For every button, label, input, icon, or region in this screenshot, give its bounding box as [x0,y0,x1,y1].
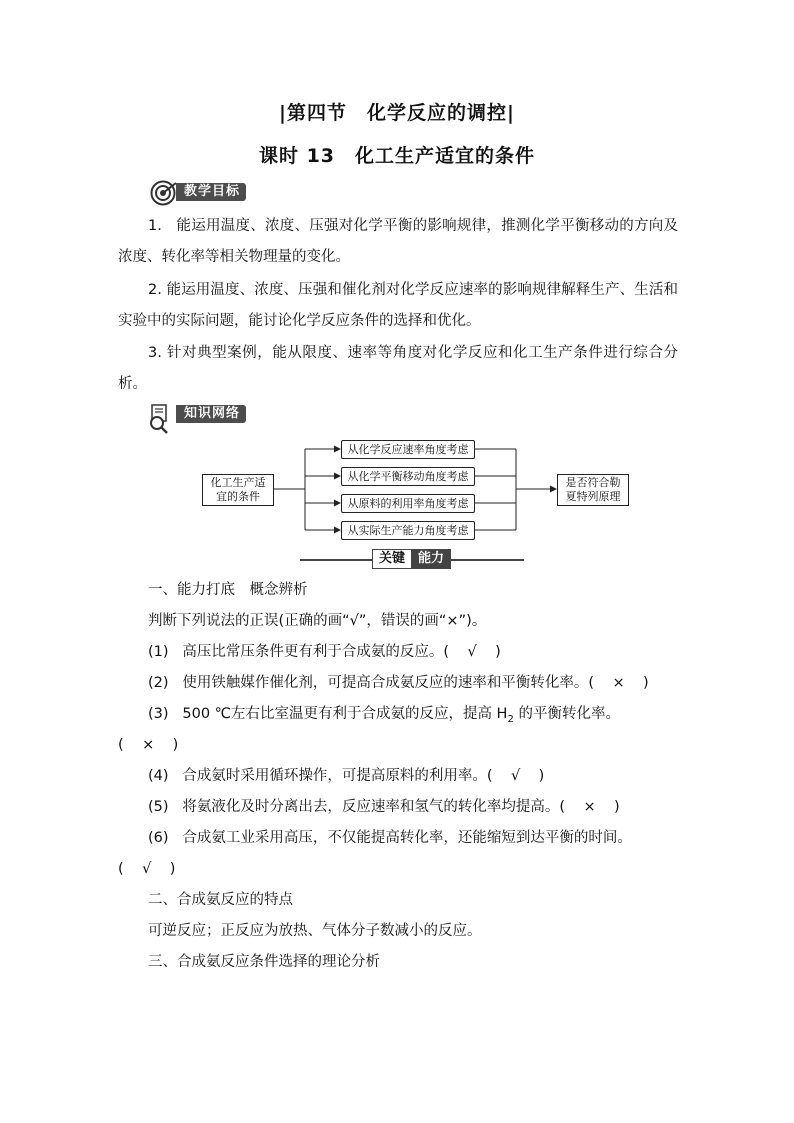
judgment-item: (2) 使用铁触媒作催化剂，可提高合成氨反应的速率和平衡转化率。( × ) [148,675,649,691]
section-heading: 一、能力打底 概念辨析 [148,582,308,598]
network-branch-box: 从化学反应速率角度考虑 [341,440,475,459]
answer-mark: √ [510,768,521,784]
judgment-item: (3) 500 ℃左右比室温更有利于合成氨的反应，提高 $H_2$ 的平衡转化率。 [148,706,620,725]
goal-item: 2. 能运用温度、浓度、压强和催化剂对化学反应速率的影响规律解释生产、生活和实验中的实际问题，能讨论化学反应条件的选择和优化。 [118,282,679,329]
answer-mark: √ [142,861,152,877]
goal-item: 3. 针对典型案例，能从限度、速率等角度对化学反应和化工生产条件进行综合分析。 [118,345,678,392]
key-ability-banner [300,548,524,570]
answer-mark: × [612,675,625,691]
banner-label-ability: 能力 [411,549,451,569]
lesson-title: 课时 13 化工生产适宜的条件 [258,145,536,167]
network-branch-box: 从化学平衡移动角度考虑 [341,467,475,486]
instruction-text: 判断下列说法的正误(正确的画“√”，错误的画“×”)。 [148,613,487,629]
judgment-answer-wrap: ( √ ) [118,861,176,877]
judgment-item: (5) 将氨液化及时分离出去，反应速率和氢气的转化率均提高。( × ) [148,799,620,815]
answer-mark: √ [467,644,477,660]
network-branch-box: 从原料的利用率角度考虑 [341,494,475,513]
answer-mark: × [142,737,155,753]
goal-item: 1. 能运用温度、浓度、压强对化学平衡的影响规律，推测化学平衡移动的方向及浓度、转化率等相关物理量的变化。 [118,218,679,265]
section-title: |第四节 化学反应的调控| [279,102,515,124]
answer-mark: × [583,799,596,815]
judgment-item: (6) 合成氨工业采用高压，不仅能提高转化率，还能缩短到达平衡的时间。 [148,830,632,846]
network-result-box: 是否符合勒夏特列原理 [557,474,629,506]
banner-label-key: 关键 [372,549,411,569]
judgment-item: (4) 合成氨时采用循环操作，可提高原料的利用率。( √ ) [148,768,545,784]
section-heading: 二、合成氨反应的特点 [148,892,293,908]
section-heading: 三、合成氨反应条件选择的理论分析 [148,954,380,970]
judgment-item: (1) 高压比常压条件更有利于合成氨的反应。( √ ) [148,644,501,660]
judgment-answer-wrap: ( × ) [118,737,179,753]
section-body: 可逆反应；正反应为放热、气体分子数减小的反应。 [148,923,482,939]
goals-badge: 教学目标 [176,183,246,201]
network-badge: 知识网络 [176,405,246,423]
network-branch-box: 从实际生产能力角度考虑 [341,521,475,540]
network-root-box: 化工生产适宜的条件 [202,474,274,506]
